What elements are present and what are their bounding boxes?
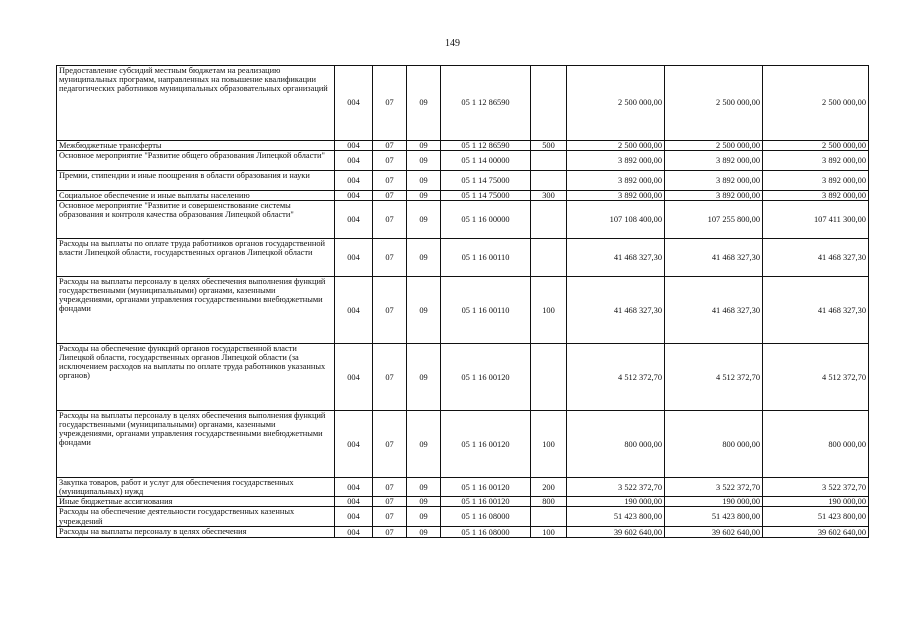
- table-row: [57, 527, 869, 538]
- cell-csr: 05 1 14 75000: [441, 171, 531, 191]
- cell-name: Основное мероприятие "Развитие общего образования Липецкой области": [57, 151, 335, 171]
- cell-sum-2: 3 892 000,00: [665, 151, 763, 171]
- cell-name: Иные бюджетные ассигнования: [57, 497, 335, 507]
- cell-name: Закупка товаров, работ и услуг для обеспечения государственных (муниципальных) нужд: [57, 478, 335, 497]
- cell-vr: 800: [531, 497, 567, 507]
- cell-csr: 05 1 14 75000: [441, 191, 531, 201]
- cell-sum-1: 800 000,00: [567, 411, 665, 478]
- cell-sum-1: 3 892 000,00: [567, 171, 665, 191]
- cell-csr: 05 1 14 00000: [441, 151, 531, 171]
- cell-name: Межбюджетные трансферты: [57, 141, 335, 151]
- cell-sum-3: 107 411 300,00: [763, 201, 869, 239]
- table-row: [57, 239, 869, 277]
- cell-ved: 004: [335, 201, 373, 239]
- cell-sum-3: 2 500 000,00: [763, 66, 869, 141]
- cell-name: Основное мероприятие "Развитие и совершенствование системы образования и контроля качества образования Липецкой области": [57, 201, 335, 239]
- table-row: [57, 191, 869, 201]
- cell-sum-2: 2 500 000,00: [665, 141, 763, 151]
- cell-razdel: 07: [373, 527, 407, 538]
- table-row: [57, 141, 869, 151]
- cell-podrazdel: 09: [407, 497, 441, 507]
- cell-podrazdel: 09: [407, 411, 441, 478]
- cell-podrazdel: 09: [407, 277, 441, 344]
- cell-ved: 004: [335, 497, 373, 507]
- cell-razdel: 07: [373, 478, 407, 497]
- cell-razdel: 07: [373, 141, 407, 151]
- budget-table: [56, 65, 869, 538]
- cell-vr: 100: [531, 411, 567, 478]
- cell-razdel: 07: [373, 66, 407, 141]
- cell-vr: 100: [531, 277, 567, 344]
- cell-razdel: 07: [373, 507, 407, 527]
- cell-name: Расходы на выплаты персоналу в целях обеспечения выполнения функций государственными (муниципальными) органами, казенными учреждениями, органами управления государственными внебюджетными фондами: [57, 411, 335, 478]
- cell-csr: 05 1 16 00120: [441, 344, 531, 411]
- cell-sum-1: 39 602 640,00: [567, 527, 665, 538]
- cell-podrazdel: 09: [407, 201, 441, 239]
- table-row: [57, 201, 869, 239]
- cell-vr: [531, 66, 567, 141]
- cell-podrazdel: 09: [407, 527, 441, 538]
- cell-sum-2: 190 000,00: [665, 497, 763, 507]
- cell-sum-2: 39 602 640,00: [665, 527, 763, 538]
- table-row: [57, 171, 869, 191]
- cell-razdel: 07: [373, 201, 407, 239]
- cell-sum-2: 3 892 000,00: [665, 191, 763, 201]
- cell-sum-1: 3 892 000,00: [567, 151, 665, 171]
- cell-vr: 300: [531, 191, 567, 201]
- cell-sum-1: 107 108 400,00: [567, 201, 665, 239]
- cell-ved: 004: [335, 171, 373, 191]
- cell-sum-3: 3 892 000,00: [763, 191, 869, 201]
- cell-sum-1: 2 500 000,00: [567, 141, 665, 151]
- cell-name: Расходы на выплаты персоналу в целях обеспечения: [57, 527, 335, 538]
- cell-sum-2: 4 512 372,70: [665, 344, 763, 411]
- cell-podrazdel: 09: [407, 239, 441, 277]
- cell-sum-1: 3 892 000,00: [567, 191, 665, 201]
- cell-name: Предоставление субсидий местным бюджетам на реализацию муниципальных программ, направленных на повышение квалификации педагогических работников муниципальных образовательных организаций: [57, 66, 335, 141]
- cell-sum-1: 2 500 000,00: [567, 66, 665, 141]
- cell-ved: 004: [335, 277, 373, 344]
- cell-ved: 004: [335, 151, 373, 171]
- cell-razdel: 07: [373, 411, 407, 478]
- cell-podrazdel: 09: [407, 171, 441, 191]
- cell-sum-3: 51 423 800,00: [763, 507, 869, 527]
- cell-name: Расходы на обеспечение функций органов государственной власти Липецкой области, государственных органов Липецкой области (за исключением расходов на выплаты по оплате труда работников указанных органов): [57, 344, 335, 411]
- table-row: [57, 411, 869, 478]
- cell-sum-2: 800 000,00: [665, 411, 763, 478]
- cell-vr: [531, 201, 567, 239]
- cell-csr: 05 1 12 86590: [441, 66, 531, 141]
- cell-csr: 05 1 16 00110: [441, 277, 531, 344]
- cell-csr: 05 1 16 00120: [441, 478, 531, 497]
- cell-vr: [531, 344, 567, 411]
- cell-sum-3: 800 000,00: [763, 411, 869, 478]
- cell-sum-2: 51 423 800,00: [665, 507, 763, 527]
- cell-vr: [531, 507, 567, 527]
- cell-podrazdel: 09: [407, 507, 441, 527]
- cell-name: Расходы на обеспечение деятельности государственных казенных учреждений: [57, 507, 335, 527]
- cell-csr: 05 1 16 08000: [441, 527, 531, 538]
- cell-razdel: 07: [373, 151, 407, 171]
- table-row: [57, 507, 869, 527]
- table-row: [57, 478, 869, 497]
- cell-razdel: 07: [373, 344, 407, 411]
- cell-ved: 004: [335, 478, 373, 497]
- cell-sum-2: 41 468 327,30: [665, 277, 763, 344]
- cell-sum-2: 107 255 800,00: [665, 201, 763, 239]
- cell-csr: 05 1 16 00000: [441, 201, 531, 239]
- cell-sum-3: 41 468 327,30: [763, 239, 869, 277]
- cell-razdel: 07: [373, 191, 407, 201]
- cell-sum-3: 41 468 327,30: [763, 277, 869, 344]
- cell-podrazdel: 09: [407, 141, 441, 151]
- cell-sum-1: 41 468 327,30: [567, 277, 665, 344]
- cell-podrazdel: 09: [407, 66, 441, 141]
- table-row: [57, 344, 869, 411]
- cell-sum-3: 3 892 000,00: [763, 171, 869, 191]
- cell-ved: 004: [335, 507, 373, 527]
- cell-name: Премии, стипендии и иные поощрения в области образования и науки: [57, 171, 335, 191]
- cell-csr: 05 1 16 00120: [441, 411, 531, 478]
- cell-sum-3: 4 512 372,70: [763, 344, 869, 411]
- cell-name: Социальное обеспечение и иные выплаты населению: [57, 191, 335, 201]
- cell-podrazdel: 09: [407, 478, 441, 497]
- cell-ved: 004: [335, 411, 373, 478]
- cell-sum-2: 3 522 372,70: [665, 478, 763, 497]
- cell-sum-1: 3 522 372,70: [567, 478, 665, 497]
- cell-sum-2: 3 892 000,00: [665, 171, 763, 191]
- cell-csr: 05 1 16 00120: [441, 497, 531, 507]
- cell-ved: 004: [335, 66, 373, 141]
- cell-sum-1: 41 468 327,30: [567, 239, 665, 277]
- cell-vr: 100: [531, 527, 567, 538]
- cell-razdel: 07: [373, 277, 407, 344]
- cell-csr: 05 1 16 08000: [441, 507, 531, 527]
- cell-csr: 05 1 16 00110: [441, 239, 531, 277]
- table-row: [57, 151, 869, 171]
- cell-sum-3: 190 000,00: [763, 497, 869, 507]
- budget-table-body: [57, 66, 869, 538]
- cell-podrazdel: 09: [407, 344, 441, 411]
- cell-vr: [531, 171, 567, 191]
- cell-csr: 05 1 12 86590: [441, 141, 531, 151]
- cell-sum-1: 4 512 372,70: [567, 344, 665, 411]
- table-row: [57, 277, 869, 344]
- cell-ved: 004: [335, 527, 373, 538]
- page-number: 149: [445, 38, 460, 49]
- cell-ved: 004: [335, 239, 373, 277]
- cell-podrazdel: 09: [407, 191, 441, 201]
- cell-podrazdel: 09: [407, 151, 441, 171]
- cell-razdel: 07: [373, 239, 407, 277]
- table-row: [57, 497, 869, 507]
- cell-sum-2: 41 468 327,30: [665, 239, 763, 277]
- cell-vr: [531, 239, 567, 277]
- cell-sum-1: 190 000,00: [567, 497, 665, 507]
- cell-vr: 200: [531, 478, 567, 497]
- cell-sum-3: 3 522 372,70: [763, 478, 869, 497]
- cell-sum-3: 2 500 000,00: [763, 141, 869, 151]
- cell-razdel: 07: [373, 171, 407, 191]
- table-row: [57, 66, 869, 141]
- cell-sum-3: 39 602 640,00: [763, 527, 869, 538]
- cell-sum-2: 2 500 000,00: [665, 66, 763, 141]
- cell-razdel: 07: [373, 497, 407, 507]
- cell-sum-1: 51 423 800,00: [567, 507, 665, 527]
- cell-name: Расходы на выплаты персоналу в целях обеспечения выполнения функций государственными (муниципальными) органами, казенными учреждениями, органами управления государственными внебюджетными фондами: [57, 277, 335, 344]
- cell-name: Расходы на выплаты по оплате труда работников органов государственной власти Липецкой области, государственных органов Липецкой области: [57, 239, 335, 277]
- cell-ved: 004: [335, 141, 373, 151]
- cell-vr: [531, 151, 567, 171]
- cell-vr: 500: [531, 141, 567, 151]
- cell-ved: 004: [335, 344, 373, 411]
- cell-ved: 004: [335, 191, 373, 201]
- cell-sum-3: 3 892 000,00: [763, 151, 869, 171]
